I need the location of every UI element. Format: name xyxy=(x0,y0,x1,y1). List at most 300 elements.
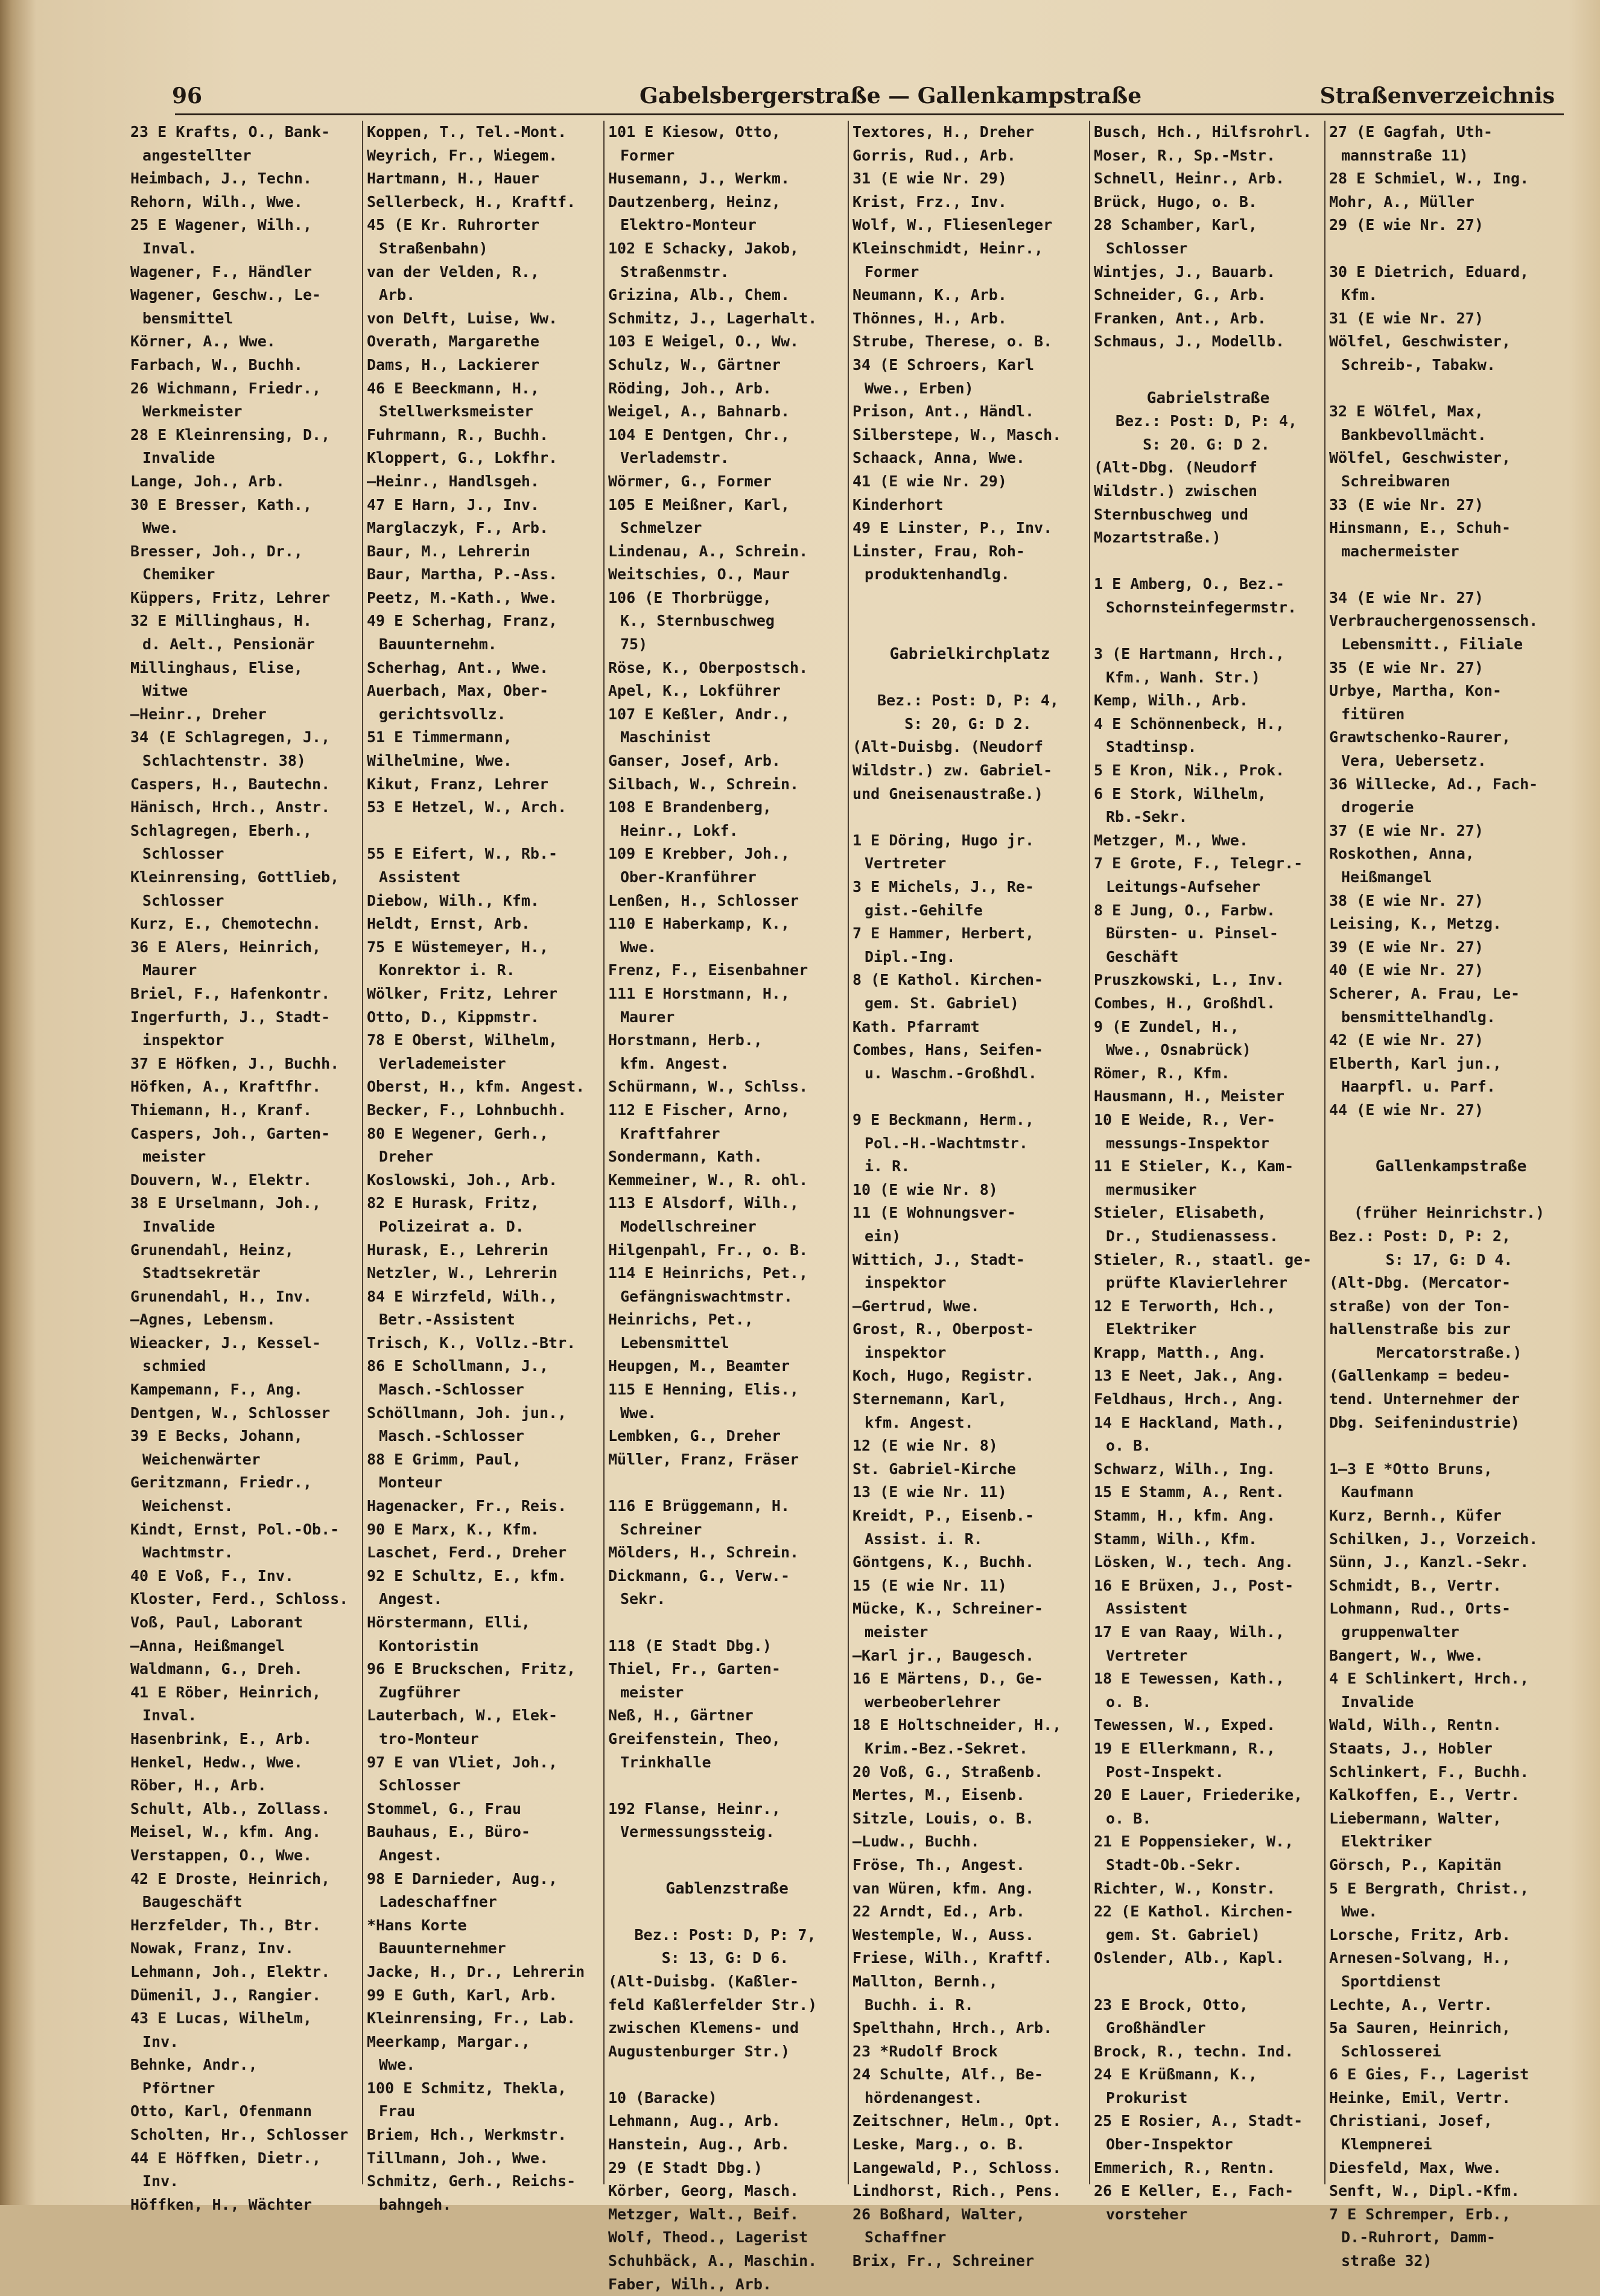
directory-line: Wwe., Osnabrück) xyxy=(1106,1041,1251,1059)
directory-line: Monteur xyxy=(379,1474,443,1492)
directory-line: Kraftfahrer xyxy=(620,1124,720,1142)
directory-line: 34 (E Schlagregen, J., xyxy=(130,728,331,746)
directory-line: Mertes, M., Eisenb. xyxy=(852,1786,1025,1804)
directory-line: Otto, Karl, Ofenmann xyxy=(130,2102,313,2120)
directory-line: 1—3 E *Otto Bruns, xyxy=(1329,1460,1493,1478)
directory-line: Peetz, M.-Kath., Wwe. xyxy=(367,588,558,606)
directory-line: Kloppert, G., Lokfhr. xyxy=(367,449,558,467)
directory-line: straße 32) xyxy=(1341,2252,1432,2270)
directory-line: bensmittel xyxy=(142,309,233,327)
directory-line: 37 (E wie Nr. 27) xyxy=(1329,821,1484,839)
directory-line: Schneider, G., Arb. xyxy=(1094,286,1266,304)
directory-line: —Karl jr., Baugesch. xyxy=(852,1646,1035,1664)
directory-line: Kontoristin xyxy=(379,1636,479,1655)
directory-line: 9 (E Zundel, H., xyxy=(1094,1017,1239,1035)
directory-line: Bez.: Post: D, P: 7, xyxy=(634,1926,816,1944)
directory-line: Betr.-Assistent xyxy=(379,1311,515,1329)
directory-line: Konrektor i. R. xyxy=(379,961,515,979)
section-title: Straßenverzeichnis xyxy=(1319,83,1555,109)
directory-line: 28 Schamber, Karl, xyxy=(1094,216,1257,234)
directory-line: Vermessungssteig. xyxy=(620,1823,775,1841)
directory-line: 3 E Michels, J., Re- xyxy=(852,878,1035,895)
directory-line: u. Waschm.-Großhdl. xyxy=(865,1064,1037,1082)
directory-line xyxy=(1090,1970,1322,1994)
directory-line: Franken, Ant., Arb. xyxy=(1094,309,1266,327)
directory-line: Wolf, W., Fliesenleger xyxy=(852,216,1053,234)
directory-line: Scholten, Hr., Schlosser xyxy=(130,2126,349,2144)
directory-line: Sekr. xyxy=(620,1590,666,1608)
directory-line: Elektriker xyxy=(1341,1833,1432,1851)
directory-line: 84 E Wirzfeld, Wilh., xyxy=(367,1287,558,1305)
directory-line: Oberst, H., kfm. Angest. xyxy=(367,1078,585,1096)
directory-line: meister xyxy=(142,1148,206,1166)
directory-line: Schreiner xyxy=(620,1520,702,1538)
directory-line: Nowak, Franz, Inv. xyxy=(130,1939,294,1957)
directory-line xyxy=(605,2063,846,2087)
directory-line: Wörmer, G., Former xyxy=(608,472,772,490)
directory-line: (Alt-Duisbg. (Kaßler- xyxy=(608,1972,799,1990)
directory-line: gem. St. Gabriel) xyxy=(865,994,1019,1012)
directory-line: Brix, Fr., Schreiner xyxy=(852,2252,1035,2270)
directory-line: Hurask, E., Lehrerin xyxy=(367,1241,549,1259)
directory-line: Stamm, Wilh., Kfm. xyxy=(1094,1530,1257,1548)
directory-line: Wwe. xyxy=(620,1404,657,1422)
directory-line: Koslowski, Joh., Arb. xyxy=(367,1171,558,1189)
directory-line: 47 E Harn, J., Inv. xyxy=(367,495,539,514)
directory-line: Sternbuschweg und xyxy=(1094,505,1248,523)
directory-line: Bez.: Post: D, P: 4, xyxy=(1115,412,1298,430)
directory-line: 24 E Krüßmann, K., xyxy=(1094,2065,1257,2084)
directory-line: Geschäft xyxy=(1106,947,1179,965)
directory-line: —Agnes, Lebensm. xyxy=(130,1311,276,1329)
directory-line: Inv. xyxy=(142,2172,179,2190)
directory-line: 30 E Dietrich, Eduard, xyxy=(1329,262,1529,281)
directory-line: Bangert, W., Wwe. xyxy=(1329,1646,1484,1664)
directory-line: Kleinrensing, Fr., Lab. xyxy=(367,2009,576,2027)
directory-line: Wwe. xyxy=(142,519,179,537)
directory-line: Schaack, Anna, Wwe. xyxy=(852,449,1025,467)
directory-line: 36 E Alers, Heinrich, xyxy=(130,938,322,956)
directory-line: Baur, M., Lehrerin xyxy=(367,542,530,560)
directory-line: d. Aelt., Pensionär xyxy=(142,635,315,654)
directory-line: Schulz, W., Gärtner xyxy=(608,355,781,374)
directory-line: Masch.-Schlosser xyxy=(379,1381,524,1399)
directory-line: Assistent xyxy=(1106,1600,1188,1618)
directory-line: Thiel, Fr., Garten- xyxy=(608,1660,781,1678)
directory-line: Grawtschenko-Raurer, xyxy=(1329,728,1511,746)
directory-line: Liebermann, Walter, xyxy=(1329,1809,1502,1827)
directory-line: gruppenwalter xyxy=(1341,1623,1459,1641)
directory-line: Frenz, F., Eisenbahner xyxy=(608,961,808,979)
directory-line: Stieler, Elisabeth, xyxy=(1094,1204,1266,1222)
directory-line: inspektor xyxy=(865,1274,947,1292)
directory-line: 5a Sauren, Heinrich, xyxy=(1329,2019,1511,2037)
directory-line: Heinr., Lokf. xyxy=(620,821,738,839)
directory-line: Caspers, Joh., Garten- xyxy=(130,1124,331,1142)
directory-line: Baur, Martha, P.-Ass. xyxy=(367,565,558,584)
column-3 xyxy=(603,121,846,2293)
column-1 xyxy=(127,121,359,2213)
directory-line: (Alt-Dbg. (Neudorf xyxy=(1094,459,1257,477)
directory-line: —Heinr., Handlsgeh. xyxy=(367,472,539,490)
directory-line: Marglaczyk, F., Arb. xyxy=(367,519,549,537)
directory-line: Lehmann, Aug., Arb. xyxy=(608,2112,781,2130)
directory-line: Bauhaus, E., Büro- xyxy=(367,1823,530,1841)
directory-line xyxy=(1325,237,1573,261)
directory-line: 4 E Schlinkert, Hrch., xyxy=(1329,1670,1529,1688)
directory-line: 112 E Fischer, Arno, xyxy=(608,1101,790,1119)
directory-line: 14 E Hackland, Math., xyxy=(1094,1413,1285,1431)
directory-line xyxy=(849,666,1087,690)
directory-line: 118 (E Stadt Dbg.) xyxy=(608,1636,772,1655)
directory-line xyxy=(605,1900,846,1924)
directory-line: St. Gabriel-Kirche xyxy=(852,1460,1016,1478)
directory-line: Witwe xyxy=(142,682,188,700)
directory-line: Grost, R., Oberpost- xyxy=(852,1320,1035,1338)
column-4 xyxy=(848,121,1087,2270)
directory-line: Modellschreiner xyxy=(620,1217,757,1235)
directory-line: 26 E Keller, E., Fach- xyxy=(1094,2182,1294,2200)
directory-line: Leitungs-Aufseher xyxy=(1106,878,1260,895)
directory-line: angestellter xyxy=(142,146,252,164)
directory-line: Lindenau, A., Schrein. xyxy=(608,542,808,560)
directory-line: Elberth, Karl jun., xyxy=(1329,1054,1502,1072)
directory-line xyxy=(849,587,1087,610)
directory-line: Arb. xyxy=(379,286,416,304)
directory-line: hördenangest. xyxy=(865,2088,983,2107)
directory-line: 17 E van Raay, Wilh., xyxy=(1094,1623,1285,1641)
directory-line: Höfken, A., Kraftfhr. xyxy=(130,1078,322,1096)
directory-line: Sellerbeck, H., Kraftf. xyxy=(367,192,576,211)
directory-line: Hänisch, Hrch., Anstr. xyxy=(130,798,331,816)
directory-line xyxy=(1090,619,1322,643)
directory-line: Chemiker xyxy=(142,565,215,584)
directory-line: Wolf, Theod., Lagerist xyxy=(608,2228,808,2247)
directory-line: Tewessen, W., Exped. xyxy=(1094,1716,1276,1734)
directory-line: Verlademstr. xyxy=(620,449,729,467)
directory-line: Kaufmann xyxy=(1341,1483,1414,1501)
directory-line: Wachtmstr. xyxy=(142,1544,233,1562)
directory-line: 40 E Voß, F., Inv. xyxy=(130,1566,294,1585)
directory-line: 49 E Linster, P., Inv. xyxy=(852,519,1053,537)
directory-line: Röding, Joh., Arb. xyxy=(608,379,772,397)
directory-line: 15 (E wie Nr. 11) xyxy=(852,1576,1007,1594)
directory-line: machermeister xyxy=(1341,542,1459,560)
directory-line: Kleinschmidt, Heinr., xyxy=(852,239,1044,257)
directory-line: fitüren xyxy=(1341,705,1405,723)
directory-line: 92 E Schultz, E., kfm. xyxy=(367,1566,567,1585)
directory-line: Lange, Joh., Arb. xyxy=(130,472,285,490)
directory-line: (Alt-Duisbg. (Neudorf xyxy=(852,738,1044,756)
directory-line: Leising, K., Metzg. xyxy=(1329,915,1502,933)
directory-line: Wölker, Fritz, Lehrer xyxy=(367,984,558,1002)
directory-line: 23 E Brock, Otto, xyxy=(1094,1995,1248,2014)
directory-line: 30 E Bresser, Kath., xyxy=(130,495,313,514)
directory-line: Wwe. xyxy=(620,938,657,956)
directory-line: Röse, K., Oberpostsch. xyxy=(608,658,808,676)
directory-line: Pförtner xyxy=(142,2079,215,2097)
directory-line: Schreibwaren xyxy=(1341,472,1450,490)
directory-line xyxy=(849,609,1087,633)
directory-line: Oslender, Alb., Kapl. xyxy=(1094,1949,1285,1967)
directory-line: Scherhag, Ant., Wwe. xyxy=(367,658,549,676)
directory-line: 13 (E wie Nr. 11) xyxy=(852,1483,1007,1501)
directory-line: 10 E Weide, R., Ver- xyxy=(1094,1110,1276,1128)
directory-line: 13 E Neet, Jak., Ang. xyxy=(1094,1367,1285,1385)
directory-line: Stadtinsp. xyxy=(1106,738,1197,756)
directory-line: Angest. xyxy=(379,1846,443,1864)
directory-line xyxy=(849,806,1087,829)
directory-line: Moser, R., Sp.-Mstr. xyxy=(1094,146,1276,164)
directory-line: 16 E Brüxen, J., Post- xyxy=(1094,1576,1294,1594)
directory-line: Elektro-Monteur xyxy=(620,216,757,234)
directory-line: Rehorn, Wilh., Wwe. xyxy=(130,192,303,211)
directory-line: vorsteher xyxy=(1106,2205,1188,2223)
directory-line: 23 *Rudolf Brock xyxy=(852,2042,998,2060)
directory-line: 115 E Henning, Elis., xyxy=(608,1381,799,1399)
directory-line: 1 E Amberg, O., Bez.- xyxy=(1094,575,1285,593)
directory-line: Bürsten- u. Pinsel- xyxy=(1106,924,1278,943)
directory-line: Wildstr.) zwischen xyxy=(1094,482,1257,500)
directory-line: Prison, Ant., Händl. xyxy=(852,402,1035,421)
directory-line: 9 E Beckmann, Herm., xyxy=(852,1110,1035,1128)
directory-line: Lembken, G., Dreher xyxy=(608,1427,781,1445)
directory-line: Schlosser xyxy=(142,891,224,909)
directory-line: Ladeschaffner xyxy=(379,1893,497,1911)
directory-line xyxy=(1325,1122,1573,1146)
directory-line: 5 E Bergrath, Christ., xyxy=(1329,1879,1529,1897)
directory-line: Mohr, A., Müller xyxy=(1329,192,1475,211)
directory-line: Kampemann, F., Ang. xyxy=(130,1381,303,1399)
directory-line: 106 (E Thorbrügge, xyxy=(608,588,772,606)
directory-line: Schwarz, Wilh., Ing. xyxy=(1094,1460,1276,1478)
directory-line: 38 (E wie Nr. 27) xyxy=(1329,891,1484,909)
directory-line xyxy=(605,1471,846,1495)
directory-line: Stellwerksmeister xyxy=(379,402,533,421)
directory-line: Inval. xyxy=(142,239,197,257)
directory-line: Diesfeld, Max, Wwe. xyxy=(1329,2158,1502,2177)
directory-line: 96 E Bruckschen, Fritz, xyxy=(367,1660,576,1678)
directory-line: Diebow, Wilh., Kfm. xyxy=(367,891,539,909)
directory-line: 102 E Schacky, Jakob, xyxy=(608,239,799,257)
directory-line: Ingerfurth, J., Stadt- xyxy=(130,1008,331,1026)
directory-line: straße) von der Ton- xyxy=(1329,1297,1511,1315)
directory-line: Maschinist xyxy=(620,728,711,746)
directory-line: Röber, H., Arb. xyxy=(130,1776,267,1795)
directory-line: Schürmann, W., Schlss. xyxy=(608,1078,808,1096)
directory-line: mermusiker xyxy=(1106,1180,1197,1198)
directory-line: 98 E Darnieder, Aug., xyxy=(367,1869,558,1887)
directory-line: (Gallenkamp = bedeu- xyxy=(1329,1367,1511,1385)
directory-line xyxy=(605,1774,846,1798)
directory-line: Invalide xyxy=(1341,1693,1414,1711)
directory-line: 28 E Schmiel, W., Ing. xyxy=(1329,170,1529,188)
directory-line: 12 E Terworth, Hch., xyxy=(1094,1297,1276,1315)
directory-line: Vertreter xyxy=(865,854,947,873)
directory-line: 15 E Stamm, A., Rent. xyxy=(1094,1483,1285,1501)
directory-line: Metzger, Walt., Beif. xyxy=(608,2205,799,2223)
directory-line: Dentgen, W., Schlosser xyxy=(130,1404,331,1422)
directory-line: Langewald, P., Schloss. xyxy=(852,2158,1062,2177)
directory-line: Husemann, J., Werkm. xyxy=(608,170,790,188)
directory-line: Wilhelmine, Wwe. xyxy=(367,752,512,770)
directory-line: Kikut, Franz, Lehrer xyxy=(367,775,549,793)
directory-line: 42 (E wie Nr. 27) xyxy=(1329,1031,1484,1049)
directory-line: Großhändler xyxy=(1106,2019,1206,2037)
directory-line: 21 E Poppensieker, W., xyxy=(1094,1833,1294,1851)
directory-line: 7 E Schremper, Erb., xyxy=(1329,2205,1511,2223)
directory-line: —Anna, Heißmangel xyxy=(130,1636,285,1655)
directory-line: 105 E Meißner, Karl, xyxy=(608,495,790,514)
directory-line: 24 Schulte, Alf., Be- xyxy=(852,2065,1044,2084)
directory-line: Former xyxy=(620,146,675,164)
directory-line: 99 E Guth, Karl, Arb. xyxy=(367,1986,558,2004)
directory-line: Textores, H., Dreher xyxy=(852,123,1035,141)
directory-line xyxy=(1090,550,1322,573)
directory-line: Maurer xyxy=(620,1008,675,1026)
directory-line: 100 E Schmitz, Thekla, xyxy=(367,2079,567,2097)
directory-line: Gefängniswachtmstr. xyxy=(620,1287,793,1305)
directory-line: 43 E Lucas, Wilhelm, xyxy=(130,2009,313,2027)
directory-line: Küppers, Fritz, Lehrer xyxy=(130,588,331,606)
directory-line: Lindhorst, Rich., Pens. xyxy=(852,2182,1062,2200)
directory-line: Krapp, Matth., Ang. xyxy=(1094,1343,1266,1361)
directory-line: 192 Flanse, Heinr., xyxy=(608,1799,781,1817)
directory-line: Wieacker, J., Kessel- xyxy=(130,1334,322,1352)
directory-line: Meerkamp, Margar., xyxy=(367,2032,530,2050)
directory-line: Fuhrmann, R., Buchh. xyxy=(367,425,549,444)
directory-line: Faber, Wilh., Arb. xyxy=(608,2275,772,2293)
directory-line: 41 E Röber, Heinrich, xyxy=(130,1683,322,1701)
directory-line: Schreib-, Tabakw. xyxy=(1341,355,1496,374)
directory-line: Lohmann, Rud., Orts- xyxy=(1329,1600,1511,1618)
directory-line: Kindt, Ernst, Pol.-Ob.- xyxy=(130,1520,340,1538)
directory-line: Kfm., Wanh. Str.) xyxy=(1106,668,1260,686)
directory-line: Dams, H., Lackierer xyxy=(367,355,539,374)
directory-line: 22 Arndt, Ed., Arb. xyxy=(852,1903,1025,1921)
directory-line: Trisch, K., Vollz.-Btr. xyxy=(367,1334,576,1352)
directory-line: Schilken, J., Vorzeich. xyxy=(1329,1530,1538,1548)
directory-line: Lösken, W., tech. Ang. xyxy=(1094,1553,1294,1571)
directory-line: Thönnes, H., Arb. xyxy=(852,309,1007,327)
directory-line: gist.-Gehilfe xyxy=(865,901,983,919)
directory-line: Mercatorstraße.) xyxy=(1376,1343,1522,1361)
street-heading: Gablenzstraße xyxy=(665,1879,789,1898)
directory-line: 49 E Scherhag, Franz, xyxy=(367,612,558,630)
directory-line: feld Kaßlerfelder Str.) xyxy=(608,1995,817,2014)
directory-line: Schuhbäck, A., Maschin. xyxy=(608,2252,817,2270)
directory-line: Invalide xyxy=(142,1217,215,1235)
directory-line: 88 E Grimm, Paul, xyxy=(367,1450,521,1468)
directory-line: Kleinrensing, Gottlieb, xyxy=(130,868,340,886)
directory-line: 25 E Rosier, A., Stadt- xyxy=(1094,2112,1303,2130)
directory-line: 51 E Timmermann, xyxy=(367,728,512,746)
directory-line: Schlagregen, Eberh., xyxy=(130,821,313,839)
directory-line: 82 E Hurask, Fritz, xyxy=(367,1194,539,1212)
directory-line: Kurz, E., Chemotechn. xyxy=(130,915,322,933)
directory-line: o. B. xyxy=(1106,1693,1152,1711)
directory-line: gem. St. Gabriel) xyxy=(1106,1926,1260,1944)
directory-line: Westemple, W., Auss. xyxy=(852,1926,1035,1944)
directory-line: 4 E Schönnenbeck, H., xyxy=(1094,714,1285,733)
directory-line xyxy=(1325,1178,1573,1202)
directory-line: Hagenacker, Fr., Reis. xyxy=(367,1497,567,1515)
directory-line: Sitzle, Louis, o. B. xyxy=(852,1809,1035,1827)
directory-line: Staats, J., Hobler xyxy=(1329,1739,1493,1757)
directory-line: 39 E Becks, Johann, xyxy=(130,1427,303,1445)
directory-line: Wölfel, Geschwister, xyxy=(1329,449,1511,467)
directory-line: Krist, Frz., Inv. xyxy=(852,192,1007,211)
directory-line: Bresser, Joh., Dr., xyxy=(130,542,303,560)
directory-line: Invalide xyxy=(142,449,215,467)
directory-line xyxy=(1325,1434,1573,1458)
directory-line: 10 (E wie Nr. 8) xyxy=(852,1180,998,1198)
directory-line: Kurz, Bernh., Küfer xyxy=(1329,1507,1502,1525)
directory-line: 6 E Stork, Wilhelm, xyxy=(1094,784,1266,803)
directory-line: Schlosser xyxy=(379,1776,461,1795)
directory-line: Dümenil, J., Rangier. xyxy=(130,1986,322,2004)
street-heading: Gabrielkirchplatz xyxy=(889,645,1050,664)
directory-line: Hartmann, H., Hauer xyxy=(367,170,539,188)
directory-line: Assist. i. R. xyxy=(865,1530,983,1548)
directory-line: 104 E Dentgen, Chr., xyxy=(608,425,790,444)
directory-line: Pol.-H.-Wachtmstr. xyxy=(865,1134,1028,1152)
directory-line: Zeitschner, Helm., Opt. xyxy=(852,2112,1062,2130)
directory-line: Sportdienst xyxy=(1341,1972,1441,1990)
directory-line: Post-Inspekt. xyxy=(1106,1763,1224,1781)
directory-line: 113 E Alsdorf, Wilh., xyxy=(608,1194,799,1212)
directory-line: o. B. xyxy=(1106,1809,1152,1827)
directory-line: Bankbevollmächt. xyxy=(1341,425,1487,444)
directory-line: meister xyxy=(865,1623,929,1641)
directory-line xyxy=(1325,563,1573,587)
directory-line: Dickmann, G., Verw.- xyxy=(608,1566,790,1585)
directory-line: Pruszkowski, L., Inv. xyxy=(1094,971,1285,989)
directory-line: Krim.-Bez.-Sekret. xyxy=(865,1739,1028,1757)
directory-line: 75 E Wüstemeyer, H., xyxy=(367,938,549,956)
directory-line: Voß, Paul, Laborant xyxy=(130,1614,303,1631)
directory-line: schmied xyxy=(142,1357,206,1375)
directory-line: prüfte Klavierlehrer xyxy=(1106,1274,1288,1292)
directory-line: Laschet, Ferd., Dreher xyxy=(367,1544,567,1562)
directory-line: Inv. xyxy=(142,2032,179,2050)
directory-line: Straßenbahn) xyxy=(379,239,488,257)
directory-line: Wwe. xyxy=(379,2056,416,2074)
directory-line: Linster, Frau, Roh- xyxy=(852,542,1025,560)
directory-line: 40 (E wie Nr. 27) xyxy=(1329,961,1484,979)
directory-line: Maurer xyxy=(142,961,197,979)
directory-line: van Würen, kfm. Ang. xyxy=(852,1879,1035,1897)
directory-line: Römer, R., Kfm. xyxy=(1094,1064,1230,1082)
directory-line: Müller, Franz, Fräser xyxy=(608,1450,799,1468)
directory-line: Greifenstein, Theo, xyxy=(608,1729,781,1747)
directory-line xyxy=(605,1611,846,1635)
directory-line: Brück, Hugo, o. B. xyxy=(1094,192,1257,211)
directory-line: Becker, F., Lohnbuchh. xyxy=(367,1101,567,1119)
directory-line: Körber, Georg, Masch. xyxy=(608,2182,799,2200)
directory-line: Dbg. Seifenindustrie) xyxy=(1329,1413,1520,1431)
directory-line: Heinrichs, Pet., xyxy=(608,1311,754,1329)
directory-line: Douvern, W., Elektr. xyxy=(130,1171,313,1189)
directory-line: bensmittelhandlg. xyxy=(1341,1008,1496,1026)
directory-line: Ober-Inspektor xyxy=(1106,2135,1233,2154)
directory-line: D.-Ruhrort, Damm- xyxy=(1341,2228,1496,2247)
directory-line: Koppen, T., Tel.-Mont. xyxy=(367,123,567,141)
directory-line: Stadtsekretär xyxy=(142,1264,261,1282)
directory-line: Neß, H., Gärtner xyxy=(608,1706,754,1725)
directory-line: Wildstr.) zw. Gabriel- xyxy=(852,762,1053,780)
directory-line: und Gneisenaustraße.) xyxy=(852,784,1044,803)
